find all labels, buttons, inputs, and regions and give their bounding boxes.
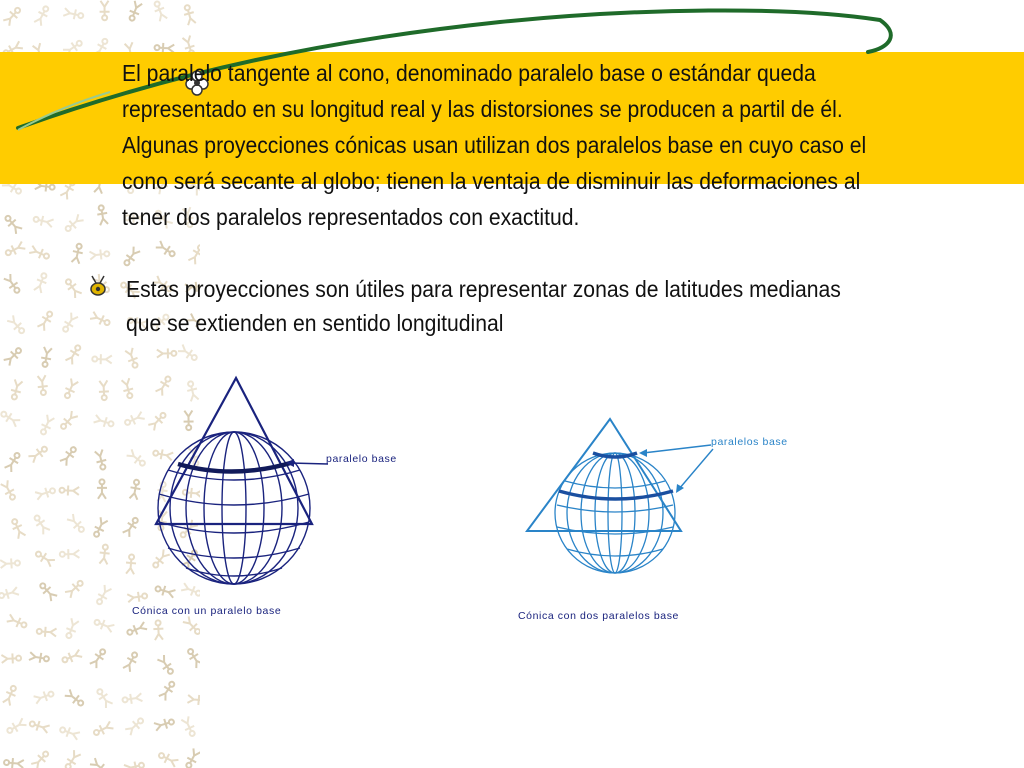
globe-grid bbox=[555, 453, 675, 573]
bullet-text bbox=[126, 272, 927, 340]
paragraph-line: El paralelo tangente al cono, denominado paralelo base o estándar queda bbox=[122, 60, 816, 86]
bullet-line: Estas proyecciones son útiles para representar zonas de latitudes medianas bbox=[126, 276, 841, 302]
paragraph-line: representado en su longitud real y las distorsiones se producen a partil de él. bbox=[122, 96, 843, 122]
paragraph-line: tener dos paralelos representados con exactitud. bbox=[122, 204, 580, 230]
main-paragraph bbox=[122, 55, 896, 235]
figure-caption: Cónica con dos paralelos base bbox=[518, 610, 679, 622]
callout-arrow-lower bbox=[679, 449, 713, 489]
figure-caption: Cónica con un paralelo base bbox=[132, 605, 282, 617]
bug-bullet-icon bbox=[86, 272, 110, 300]
figure-two-base-parallels bbox=[515, 415, 815, 635]
callout-label: paralelo base bbox=[326, 453, 397, 465]
figure-one-base-parallel bbox=[130, 372, 430, 632]
globe-grid bbox=[158, 432, 310, 584]
cone-outline bbox=[156, 378, 312, 524]
cone-outline bbox=[527, 419, 681, 531]
callout-arrow-upper bbox=[643, 445, 711, 453]
paragraph-line: Algunas proyecciones cónicas usan utilizan dos paralelos base en cuyo caso el bbox=[122, 132, 867, 158]
bullet-line: que se extienden en sentido longitudinal bbox=[126, 310, 504, 336]
callout-label: paralelos base bbox=[711, 436, 788, 448]
paragraph-line: cono será secante al globo; tienen la ventaja de disminuir las deformaciones al bbox=[122, 168, 861, 194]
callout-arrow bbox=[290, 463, 328, 464]
